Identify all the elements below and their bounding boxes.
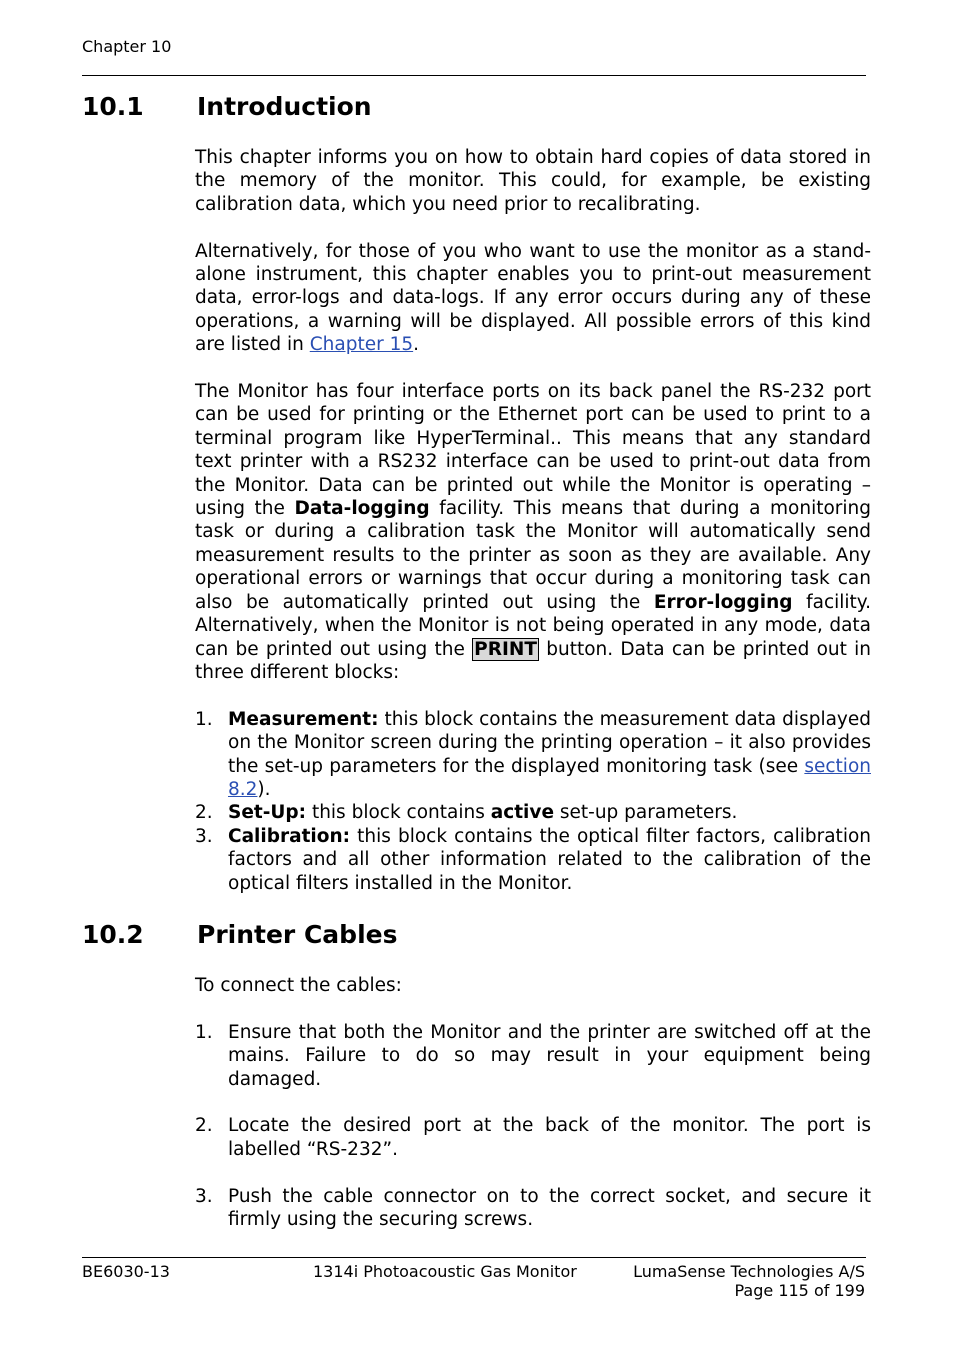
- item-term: Set-Up:: [228, 802, 307, 824]
- paragraph: [195, 240, 871, 357]
- running-header: Chapter 10: [82, 37, 172, 56]
- data-logging-term: Data-logging: [294, 498, 430, 520]
- text-run: set-up parameters.: [554, 802, 738, 824]
- text-run: this block contains: [306, 802, 491, 824]
- paragraph: This chapter informs you on how to obtain hard copies of data stored in the memory of the monitor. This could, for example, be existing calibration data, which you need prior to recalibrating.: [195, 147, 871, 215]
- paragraph: To connect the cables:: [195, 975, 402, 996]
- list-item: [195, 1114, 871, 1161]
- text-run: button. Data can be printed out in three different blocks:: [195, 638, 871, 683]
- list-number: 2.: [195, 1115, 213, 1137]
- text-run: The Monitor has four interface ports on its back panel the RS-232 port can be used for printing or the Ethernet port can be used to print to a terminal program like HyperTerminal.. This means that any standard text printer with a RS232 interface can be used to print-out data from the Monitor. Data can be printed out while the Monitor is operating – using the: [195, 381, 871, 520]
- header-rule: [82, 75, 866, 76]
- list-number: 1.: [195, 708, 213, 730]
- section-8-2-link[interactable]: section 8.2: [228, 755, 871, 800]
- list-item: [195, 708, 871, 802]
- section-heading-printer-cables: [82, 920, 397, 949]
- list-number: 2.: [195, 802, 213, 824]
- list-item: [195, 1185, 871, 1232]
- printer-cables-body: [195, 974, 871, 1255]
- item-term: Calibration:: [228, 825, 351, 847]
- section-title: Printer Cables: [197, 920, 398, 949]
- list-number: 3.: [195, 1185, 213, 1207]
- footer-page-number: Page 115 of 199: [734, 1281, 865, 1300]
- footer-rule: [82, 1257, 866, 1258]
- section-heading-intro: [82, 92, 372, 121]
- step-text: Locate the desired port at the back of the monitor. The port is labelled “RS-232”.: [228, 1115, 871, 1160]
- list-number: 3.: [195, 825, 213, 847]
- list-item: [195, 801, 871, 824]
- item-term: Measurement:: [228, 708, 379, 730]
- list-number: 1.: [195, 1021, 213, 1043]
- text-run: this block contains the measurement data displayed on the Monitor screen during the printing operation – it also provides the set-up parameters for the displayed monitoring task (see: [228, 708, 871, 777]
- list-item: [195, 825, 871, 895]
- footer-doc-id: BE6030-13: [82, 1262, 170, 1281]
- intro-body: [195, 146, 871, 895]
- section-number: 10.2: [82, 920, 144, 949]
- section-number: 10.1: [82, 92, 144, 121]
- text-run: facility. Alternatively, when the Monitor is not being operated in any mode, data can be printed out using the: [195, 591, 871, 660]
- section-title: Introduction: [197, 92, 372, 121]
- text-run: this block contains the optical filter factors, calibration factors and all other information related to the calibration of the optical filters installed in the Monitor.: [228, 825, 871, 894]
- print-blocks-list: [195, 708, 871, 895]
- footer-product: 1314i Photoacoustic Gas Monitor: [313, 1262, 577, 1281]
- print-button-label: PRINT: [474, 638, 537, 660]
- error-logging-term: Error-logging: [653, 591, 793, 613]
- list-item: [195, 1021, 871, 1091]
- footer-company: LumaSense Technologies A/S: [633, 1262, 865, 1281]
- text-run: ).: [257, 778, 271, 800]
- active-term: active: [490, 802, 554, 824]
- paragraph: [195, 380, 871, 684]
- text-run: facility. This means that during a monitoring task or during a calibration task the Monitor will automatically send measurement results to the printer as soon as they are available. Any operational errors or warnings that occur during a monitoring task can also be automatically printed out using the: [195, 498, 871, 613]
- connection-steps-list: [195, 1021, 871, 1232]
- text-run: .: [413, 334, 420, 356]
- step-text: Push the cable connector on to the correct socket, and secure it firmly using the securing screws.: [228, 1185, 871, 1231]
- text-run: Alternatively, for those of you who want to use the monitor as a stand-alone instrument, this chapter enables you to print-out measurement data, error-logs and data-logs. If any error occurs during any of these operations, a warning will be displayed. All possible errors of this kind are listed in: [195, 240, 871, 356]
- step-text: Ensure that both the Monitor and the printer are switched off at the mains. Failure to do so may result in your equipment being damaged.: [228, 1021, 871, 1090]
- chapter-15-link[interactable]: Chapter 15: [309, 334, 414, 356]
